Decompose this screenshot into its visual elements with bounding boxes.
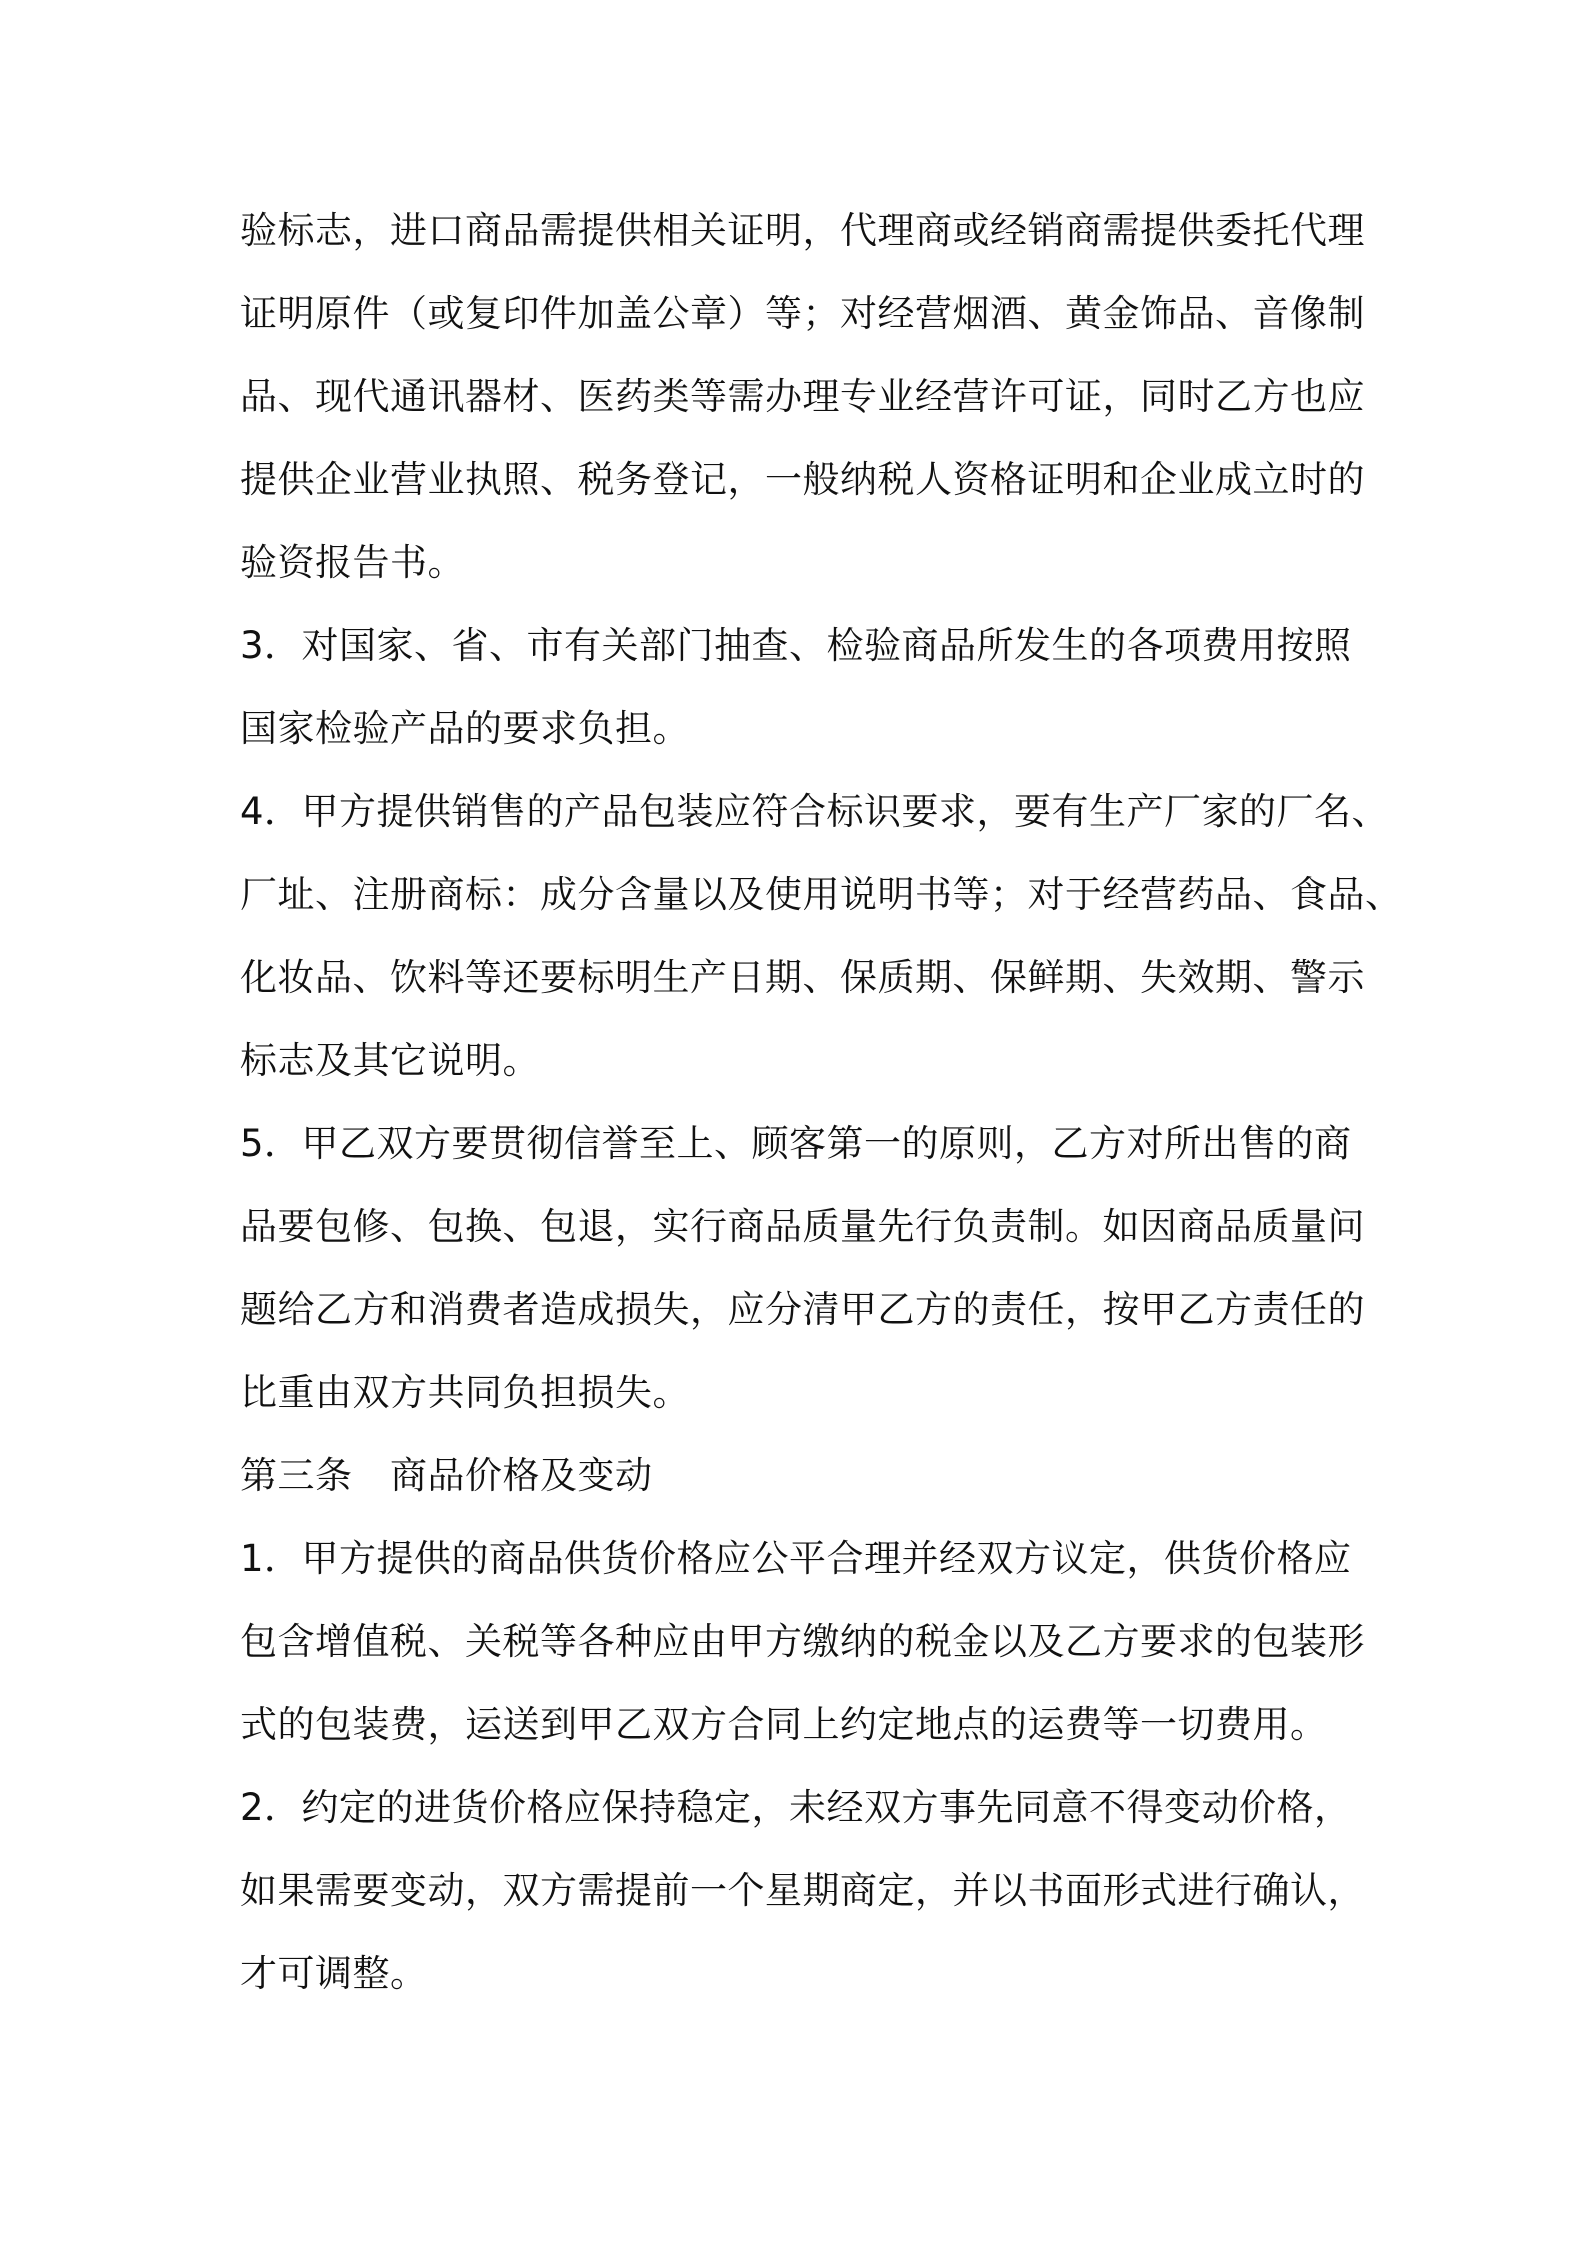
text-line: 国家检验产品的要求负担。 (240, 707, 690, 750)
text-line: 2．约定的进货价格应保持稳定，未经双方事先同意不得变动价格， (240, 1786, 1352, 1829)
text-line: 5．甲乙双方要贯彻信誉至上、顾客第一的原则，乙方对所出售的商 (240, 1122, 1352, 1165)
text-line: 验标志，进口商品需提供相关证明，代理商或经销商需提供委托代理 (240, 209, 1365, 252)
text-line: 标志及其它说明。 (240, 1039, 540, 1082)
text-line: 题给乙方和消费者造成损失，应分清甲乙方的责任，按甲乙方责任的 (240, 1288, 1365, 1331)
text-line: 提供企业营业执照、税务登记，一般纳税人资格证明和企业成立时的 (240, 458, 1365, 501)
text-line: 证明原件（或复印件加盖公章）等；对经营烟酒、黄金饰品、音像制 (240, 292, 1365, 335)
text-line: 厂址、注册商标：成分含量以及使用说明书等；对于经营药品、食品、 (240, 873, 1403, 916)
text-line: 品要包修、包换、包退，实行商品质量先行负责制。如因商品质量问 (240, 1205, 1365, 1248)
section-heading: 第三条 商品价格及变动 (240, 1454, 653, 1497)
text-line: 品、现代通讯器材、医药类等需办理专业经营许可证，同时乙方也应 (240, 375, 1365, 418)
text-line: 验资报告书。 (240, 541, 465, 584)
text-line: 式的包装费，运送到甲乙双方合同上约定地点的运费等一切费用。 (240, 1703, 1328, 1746)
text-line: 才可调整。 (240, 1952, 428, 1995)
text-line: 如果需要变动，双方需提前一个星期商定，并以书面形式进行确认， (240, 1869, 1365, 1912)
text-line: 包含增值税、关税等各种应由甲方缴纳的税金以及乙方要求的包装形 (240, 1620, 1365, 1663)
text-line: 比重由双方共同负担损失。 (240, 1371, 690, 1414)
text-line: 化妆品、饮料等还要标明生产日期、保质期、保鲜期、失效期、警示 (240, 956, 1365, 999)
text-line: 4．甲方提供销售的产品包装应符合标识要求，要有生产厂家的厂名、 (240, 790, 1390, 833)
text-line: 1．甲方提供的商品供货价格应公平合理并经双方议定，供货价格应 (240, 1537, 1352, 1580)
text-line: 3．对国家、省、市有关部门抽查、检验商品所发生的各项费用按照 (240, 624, 1352, 667)
